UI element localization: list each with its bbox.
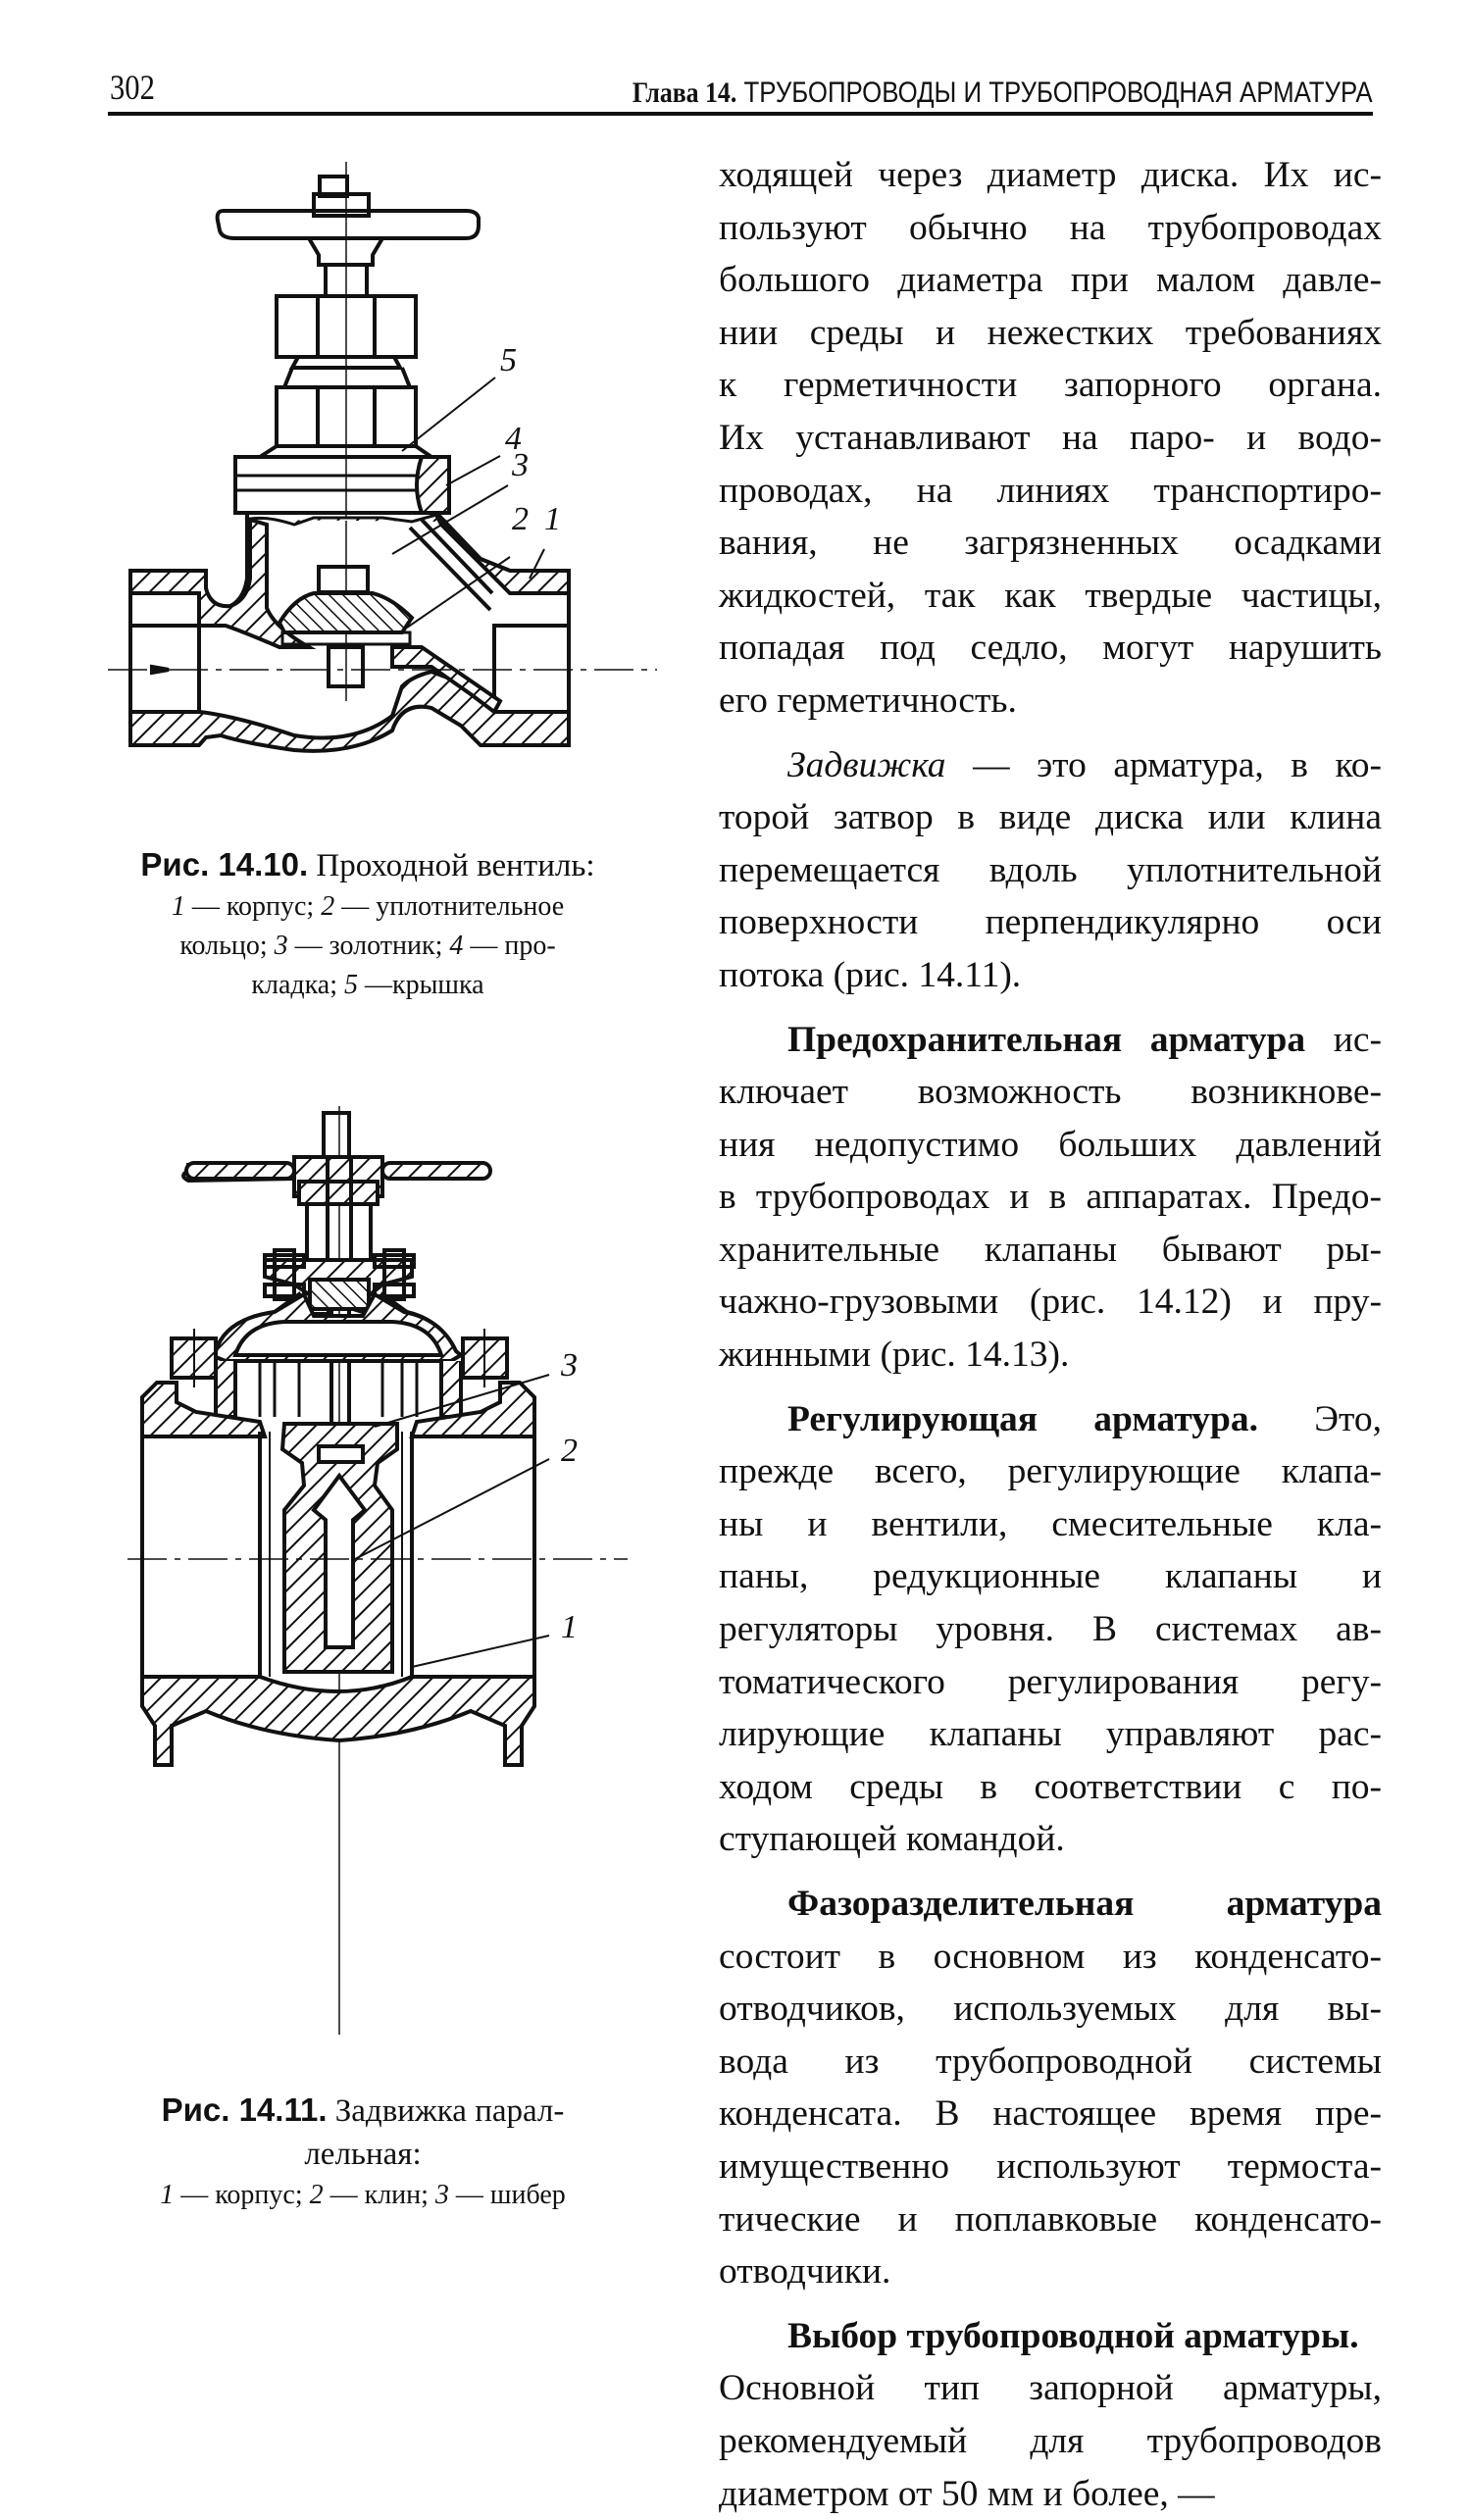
- text-line: тические и поплавковые конденсато-: [719, 2198, 1382, 2240]
- text-line: регуляторы уровня. В системах ав-: [719, 1609, 1382, 1650]
- paragraph-gate-valve: [719, 739, 1382, 1002]
- text-line: к герметичности запорного органа.: [719, 365, 1382, 406]
- figure-title-line-2: лельная:: [304, 2137, 422, 2172]
- part-label-3: 3: [561, 1347, 578, 1384]
- figure-caption-14-11: [69, 2089, 657, 2215]
- chapter-label: Глава 14.: [633, 76, 737, 109]
- legend-part-description: — уплотнительное: [334, 891, 565, 922]
- text-line: ступающей командой.: [719, 1819, 1065, 1860]
- text-line: диаметром от 50 мм и более, —: [719, 2473, 1215, 2514]
- paragraph-control-valves: [719, 1393, 1382, 1866]
- legend-part-description: — про-: [463, 931, 556, 961]
- text-line: [719, 1393, 1382, 1446]
- text-line: ния недопустимо больших давлений: [719, 1124, 1382, 1165]
- text-line: лирующие клапаны управляют рас-: [719, 1714, 1382, 1755]
- text-line: вода из трубопроводной системы: [719, 2041, 1382, 2082]
- legend-part-number: 4: [449, 931, 464, 961]
- text-line: паны, редукционные клапаны и: [719, 1556, 1382, 1597]
- figure-globe-valve-drawing: [98, 157, 667, 824]
- text-line: нии среды и нежестких требованиях: [719, 312, 1382, 353]
- text-span: ис-: [1305, 1019, 1383, 1060]
- text-line: [719, 1014, 1382, 1067]
- caption-title: [69, 2089, 657, 2133]
- legend-part-number: 3: [434, 2180, 449, 2210]
- term-control-fittings: Регулирующая арматура.: [787, 1398, 1258, 1439]
- paragraph-disk-valves: [719, 149, 1382, 728]
- part-label-4: 4: [505, 421, 522, 457]
- text-line: вания, не загрязненных осадками: [719, 523, 1382, 564]
- chapter-heading: [633, 76, 1373, 110]
- text-line: [719, 2310, 1382, 2363]
- paragraph-lines: [719, 2362, 1382, 2520]
- text-line: отводчики.: [719, 2251, 891, 2293]
- term-fittings-selection: Выбор трубопроводной арматуры.: [787, 2315, 1359, 2356]
- legend-part-number: 2: [321, 891, 335, 922]
- caption-title: [88, 843, 647, 887]
- part-label-1: 1: [561, 1609, 578, 1645]
- figure-label: Рис. 14.10.: [140, 846, 309, 882]
- legend-part-description: — клин;: [323, 2180, 435, 2210]
- legend-part-number: 1: [160, 2180, 175, 2210]
- text-line: [719, 1878, 1382, 1931]
- part-label-3: 3: [512, 447, 529, 483]
- text-line: ходом среды в соответствии с по-: [719, 1766, 1382, 1807]
- text-line: торой затвор в виде диска или клина: [719, 797, 1382, 838]
- text-line: прежде всего, регулирующие клапа-: [719, 1451, 1382, 1492]
- text-line: рекомендуемый для трубопроводов: [719, 2420, 1382, 2461]
- legend-line: [88, 966, 647, 1005]
- text-line: Их устанавливают на паро- и водо-: [719, 417, 1382, 458]
- figure-title-line-1: Задвижка парал-: [334, 2093, 565, 2129]
- body-text-column: [719, 149, 1382, 2520]
- text-span: — это арматура, в ко-: [945, 744, 1382, 785]
- term-phase-separation-fittings: Фазоразделительная арматура: [787, 1884, 1382, 1924]
- paragraph-lines: [719, 791, 1382, 1001]
- text-line: хранительные клапаны бывают ры-: [719, 1229, 1382, 1270]
- legend-part-number: 1: [171, 891, 185, 922]
- part-label-2: 2: [561, 1433, 578, 1469]
- text-line: томатического регулирования регу-: [719, 1661, 1382, 1702]
- paragraph-selection: [719, 2310, 1382, 2520]
- legend-part-number: 3: [274, 931, 288, 961]
- legend-part-description: кольцо;: [179, 931, 275, 961]
- text-line: состоит в основном из конденсато-: [719, 1936, 1382, 1977]
- running-header: [108, 61, 1373, 116]
- figure-label: Рис. 14.11.: [161, 2092, 328, 2128]
- text-line: [719, 739, 1382, 792]
- paragraph-phase-separation: [719, 1878, 1382, 2298]
- caption-legend: [88, 887, 647, 1005]
- figure-caption-14-10: [88, 843, 647, 1005]
- text-line: перемещается вдоль уплотнительной: [719, 849, 1382, 890]
- legend-part-description: — золотник;: [287, 931, 450, 961]
- paragraph-lines: [719, 1445, 1382, 1866]
- part-label-5: 5: [500, 342, 517, 378]
- text-line: жидкостей, так как твердые частицы,: [719, 575, 1382, 616]
- text-line: Основной тип запорной арматуры,: [719, 2368, 1382, 2409]
- legend-line: [88, 887, 647, 927]
- legend-part-description: кладка;: [251, 970, 345, 1000]
- figure-title: Проходной вентиль:: [316, 848, 595, 883]
- text-line: конденсата. В настоящее время пре-: [719, 2093, 1382, 2135]
- part-label-1: 1: [544, 501, 561, 537]
- legend-part-description: — корпус;: [184, 891, 322, 922]
- paragraph-lines: [719, 1066, 1382, 1382]
- text-line: его герметичность.: [719, 680, 1017, 721]
- text-span: Это,: [1258, 1398, 1382, 1439]
- paragraph-lines: [719, 1931, 1382, 2298]
- text-line: поверхности перпендикулярно оси: [719, 902, 1382, 943]
- text-line: чажно-грузовыми (рис. 14.12) и пру-: [719, 1282, 1382, 1323]
- legend-line: [69, 2176, 657, 2215]
- legend-part-description: — корпус;: [174, 2180, 310, 2210]
- text-line: ходящей через диаметр диска. Их ис-: [719, 155, 1382, 195]
- chapter-title: ТРУБОПРОВОДЫ И ТРУБОПРОВОДНАЯ АРМАТУРА: [743, 76, 1373, 109]
- legend-part-description: —крышка: [358, 970, 484, 1000]
- text-line: ключает возможность возникнове-: [719, 1072, 1382, 1113]
- text-line: отводчиков, используемых для вы-: [719, 1989, 1382, 2030]
- figure-gate-valve-drawing: [118, 1098, 628, 2040]
- caption-legend: [69, 2176, 657, 2215]
- text-line: жинными (рис. 14.13).: [719, 1335, 1070, 1376]
- term-safety-fittings: Предохранительная арматура: [787, 1019, 1306, 1060]
- text-line: проводах, на линиях транспортиро-: [719, 470, 1382, 511]
- part-label-2: 2: [512, 501, 529, 537]
- paragraph-safety-valves: [719, 1014, 1382, 1382]
- text-line: ны и вентили, смесительные кла-: [719, 1503, 1382, 1544]
- text-line: в трубопроводах и в аппаратах. Предо-: [719, 1177, 1382, 1218]
- text-line: потока (рис. 14.11).: [719, 954, 1022, 995]
- term-gate-valve: Задвижка: [787, 744, 946, 785]
- legend-part-number: 2: [309, 2180, 324, 2210]
- legend-line: [88, 927, 647, 966]
- text-line: имущественно используют термоста-: [719, 2145, 1382, 2187]
- text-line: большого диаметра при малом давле-: [719, 260, 1382, 301]
- legend-part-number: 5: [344, 970, 359, 1000]
- text-line: пользуют обычно на трубопроводах: [719, 207, 1382, 248]
- legend-part-description: — шибер: [448, 2180, 566, 2210]
- text-line: попадая под седло, могут нарушить: [719, 628, 1382, 669]
- page-number: 302: [110, 68, 155, 107]
